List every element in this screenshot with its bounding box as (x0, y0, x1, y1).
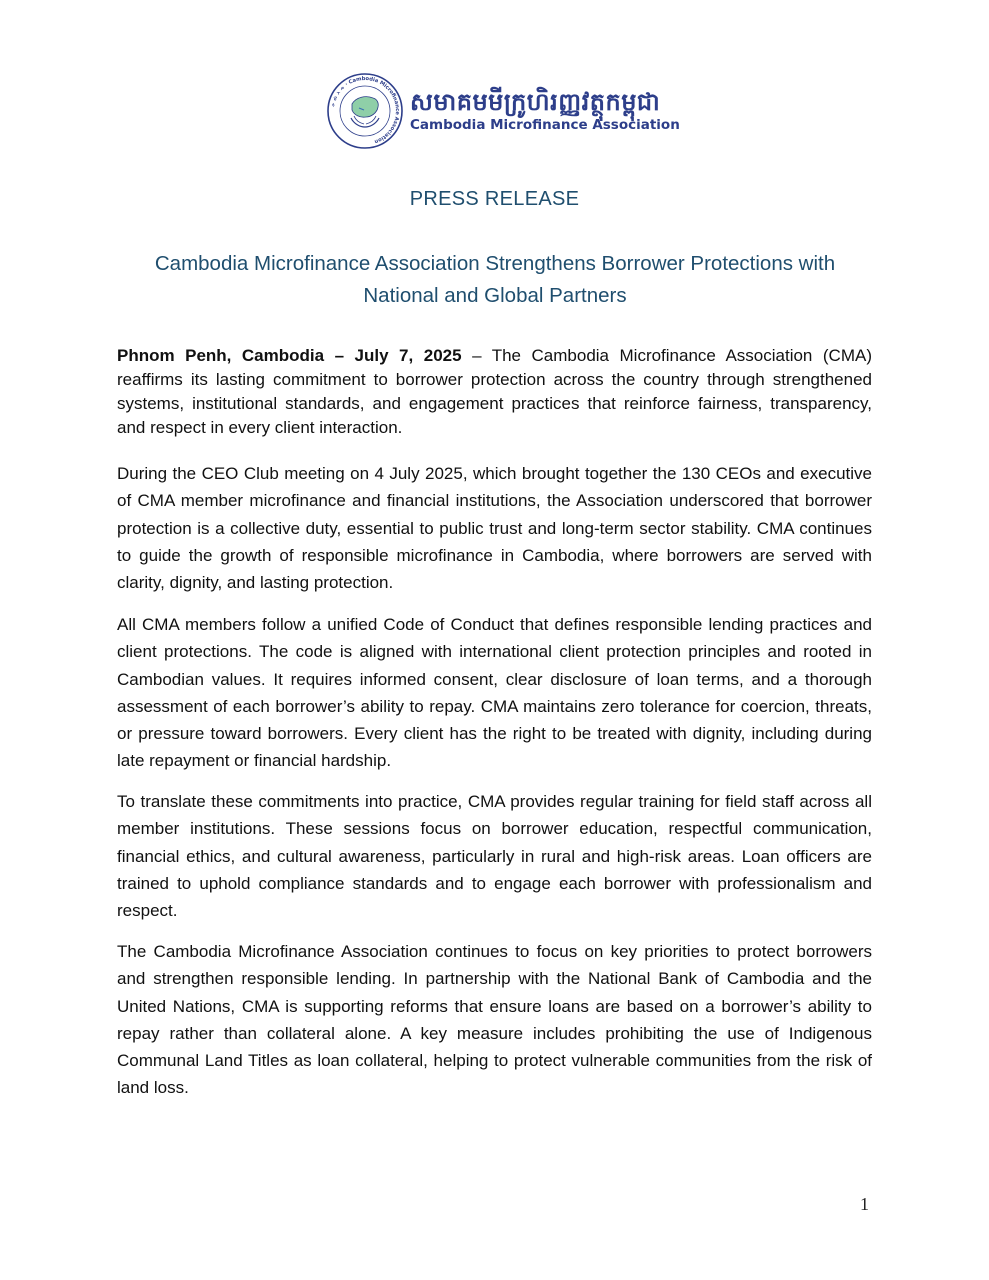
khmer-org-name: សមាគមមីក្រូហិរញ្ញវត្ថុកម្ពុជា (410, 88, 661, 116)
press-release-label: PRESS RELEASE (409, 188, 580, 210)
english-org-name: Cambodia Microfinance Association (410, 117, 680, 133)
svg-text:ᨀ ᨁ ᨂ ᨃ · Cambodia Microfinanc: ᨀ ᨁ ᨂ ᨃ · Cambodia Microfinance Association (330, 75, 401, 145)
headline: Cambodia Microfinance Association Strengthens Borrower Protections with National and Global Partners (154, 252, 836, 307)
paragraph-1-text: – The Cambodia Microfinance Association (CMA) reaffirms its lasting commitment to borrower protection across the country through strengthened systems, institutional standards, and engagement practices that reinforce fairness, transparency, and respect in every client interaction. (117, 346, 872, 437)
paragraph-5: The Cambodia Microfinance Association continues to focus on key priorities to protect borrowers and strengthen responsible lending. In partnership with the National Bank of Cambodia and the United Nations, CMA is supporting reforms that ensure loans are based on a borrower’s ability to repay rather than collateral alone. A key measure includes prohibiting the use of Indigenous Communal Land Titles as loan collateral, helping to protect vulnerable communities from the risk of land loss. (117, 942, 872, 1098)
paragraph-3: All CMA members follow a unified Code of Conduct that defines responsible lending practices and client protections. The code is aligned with international client protection principles and rooted in Cambodian values. It requires informed consent, clear disclosure of loan terms, and a thorough assessment of each borrower’s ability to repay. CMA maintains zero tolerance for coercion, threats, or pressure toward borrowers. Every client has the right to be treated with dignity, including during late repayment or financial hardship. (117, 615, 872, 771)
cma-seal-icon (326, 72, 404, 150)
page-number: 1 (860, 1194, 869, 1214)
paragraph-1 (117, 344, 872, 440)
dateline: Phnom Penh, Cambodia – July 7, 2025 (117, 346, 462, 365)
cma-logo (326, 72, 680, 150)
paragraph-4: To translate these commitments into practice, CMA provides regular training for field staff across all member institutions. These sessions focus on borrower education, respectful communication, financial ethics, and cultural awareness, particularly in rural and high-risk areas. Loan officers are trained to uphold compliance standards and to engage each borrower with professionalism and respect. (117, 792, 872, 921)
paragraph-2: During the CEO Club meeting on 4 July 2025, which brought together the 130 CEOs and executive of CMA member microfinance and financial institutions, the Association underscored that borrower protection is a collective duty, essential to public trust and long-term sector stability. CMA continues to guide the growth of responsible microfinance in Cambodia, where borrowers are served with clarity, dignity, and lasting protection. (117, 464, 872, 593)
